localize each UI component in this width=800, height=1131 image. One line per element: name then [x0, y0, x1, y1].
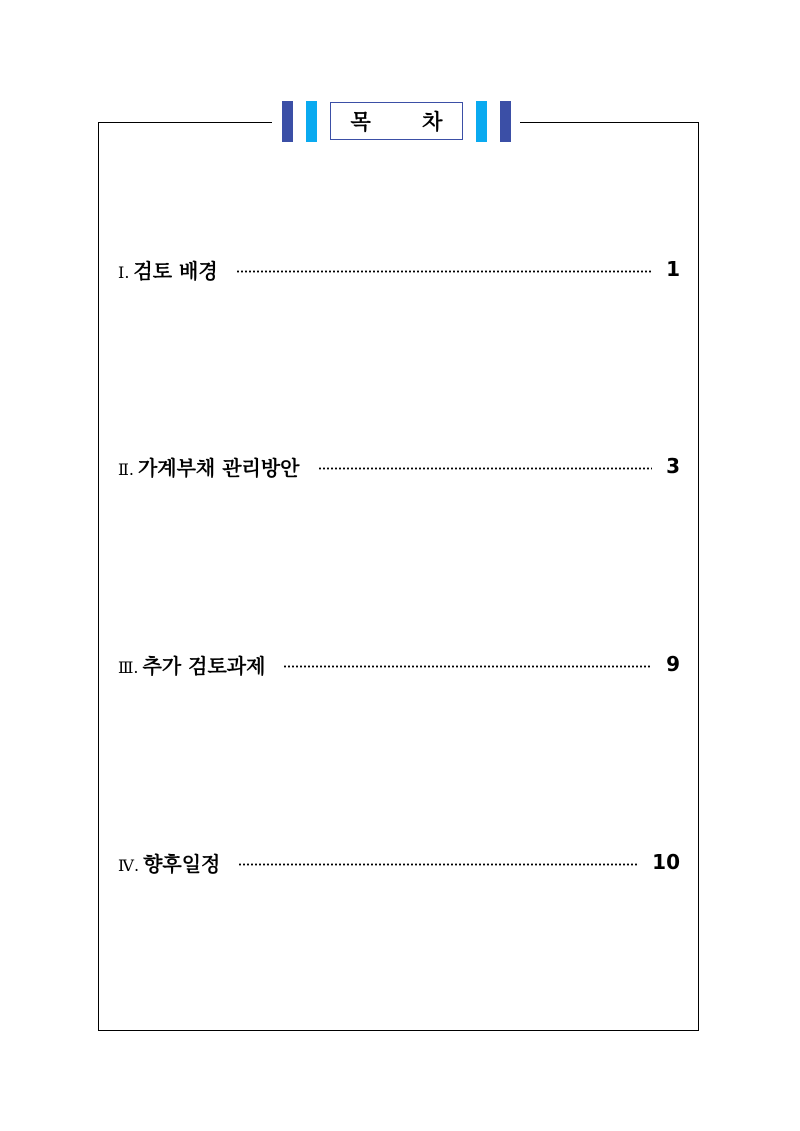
- header-bar-left-outer: [282, 101, 293, 142]
- toc-entry-3[interactable]: [118, 649, 680, 679]
- page-title: 목 차: [350, 110, 465, 134]
- toc-entry-2[interactable]: [118, 451, 680, 481]
- toc-entry-1[interactable]: [118, 254, 680, 284]
- toc-entry-numeral: Ⅳ.: [118, 855, 140, 875]
- toc-entry-title: [118, 255, 218, 284]
- dot-leader: [318, 467, 653, 470]
- toc-entry-page: 1: [666, 257, 680, 281]
- toc-entry-title: [118, 452, 300, 481]
- toc-entry-label: 검토 배경: [133, 258, 218, 283]
- toc-entry-page: 10: [652, 850, 680, 874]
- header-bar-left-inner: [306, 101, 317, 142]
- toc-entry-label: 가계부채 관리방안: [137, 455, 300, 480]
- toc-entry-title: [118, 848, 220, 877]
- toc-entry-page: 9: [666, 652, 680, 676]
- toc-entry-page: 3: [666, 454, 680, 478]
- dot-leader: [238, 863, 638, 866]
- header-bar-right-inner: [476, 101, 487, 142]
- toc-entry-label: 추가 검토과제: [142, 653, 266, 678]
- dot-leader: [236, 270, 652, 273]
- toc-entry-numeral: Ⅰ.: [118, 262, 130, 282]
- toc-entry-numeral: Ⅲ.: [118, 657, 139, 677]
- toc-entry-numeral: Ⅱ.: [118, 459, 134, 479]
- toc-header: [272, 101, 520, 143]
- toc-entry-title: [118, 650, 265, 679]
- toc-entry-4[interactable]: [118, 847, 680, 877]
- dot-leader: [283, 665, 652, 668]
- toc-entry-label: 향후일정: [143, 851, 221, 876]
- header-bar-right-outer: [500, 101, 511, 142]
- title-box: [330, 102, 463, 140]
